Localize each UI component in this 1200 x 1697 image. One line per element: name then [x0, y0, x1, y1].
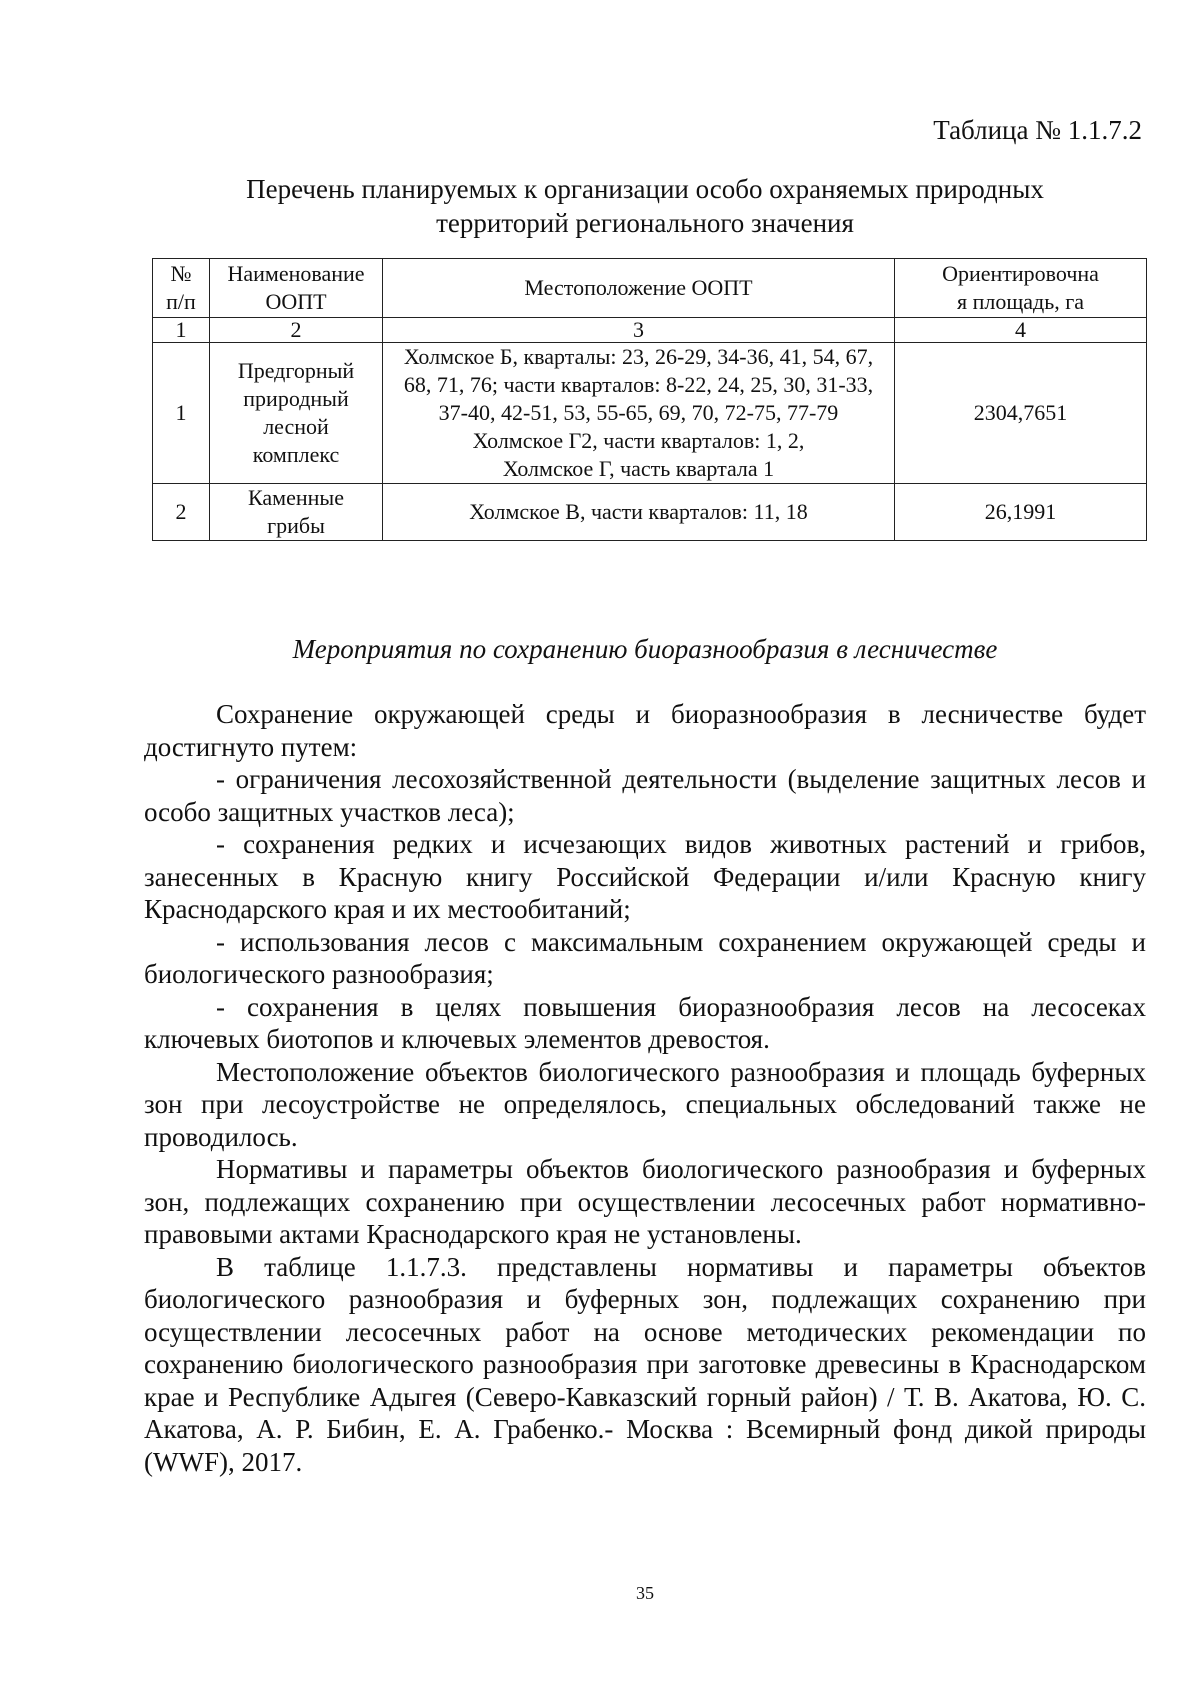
row-name-line: природный	[243, 386, 349, 411]
header-name	[210, 259, 383, 318]
header-num-line: п/п	[166, 289, 196, 314]
paragraph: Местоположение объектов биологического разнообразия и площадь буферных зон при лесоустройстве не определялось, специальных обследований также не проводилось.	[144, 1056, 1146, 1152]
section-title: Мероприятия по сохранению биоразнообразия в лесничестве	[292, 634, 998, 664]
column-number: 3	[383, 318, 895, 343]
header-num-line: №	[170, 261, 192, 286]
paragraph: - ограничения лесохозяйственной деятельности (выделение защитных лесов и особо защитных участков леса);	[144, 764, 1146, 827]
body-text	[144, 698, 1146, 1478]
row-name	[210, 484, 383, 541]
header-area-line: Ориентировочна	[942, 261, 1099, 286]
paragraph: В таблице 1.1.7.3. представлены нормативы и параметры объектов биологического разнообразия и буферных зон, подлежащих сохранению при осуществлении лесосечных работ на основе методических рекомендации по сохранению биологического разнообразия при заготовке древесины в Краснодарском крае и Республике Адыгея (Северо-Кавказский горный район) / Т. В. Акатова, Ю. С. Акатова, А. Р. Бибин, Е. А. Грабенко.- Москва : Всемирный фонд дикой природы (WWF), 2017.	[144, 1251, 1146, 1477]
row-area: 2304,7651	[895, 343, 1147, 484]
column-number: 2	[210, 318, 383, 343]
row-location	[383, 484, 895, 541]
paragraph: - использования лесов с максимальным сохранением окружающей среды и биологического разнообразия;	[144, 926, 1146, 989]
column-number: 1	[153, 318, 210, 343]
table-header-row	[153, 259, 1147, 318]
row-name-line: грибы	[267, 513, 325, 538]
header-num	[153, 259, 210, 318]
row-name-line: лесной	[263, 414, 329, 439]
table-caption	[140, 172, 1150, 240]
header-area-line: я площадь, га	[956, 289, 1085, 314]
row-name	[210, 343, 383, 484]
row-num: 2	[153, 484, 210, 541]
table-number: Таблица № 1.1.7.2	[933, 115, 1142, 145]
table-row	[153, 484, 1147, 541]
row-location	[383, 343, 895, 484]
paragraph: Нормативы и параметры объектов биологического разнообразия и буферных зон, подлежащих сохранению при осуществлении лесосечных работ нормативно-правовыми актами Краснодарского края не установлены.	[144, 1154, 1146, 1249]
header-name-line: Наименование	[227, 261, 365, 286]
row-location-line: 37-40, 42-51, 53, 55-65, 69, 70, 72-75, 77-79	[438, 400, 839, 425]
row-name-line: комплекс	[252, 442, 340, 467]
row-name-line: Предгорный	[237, 358, 355, 383]
column-number-row	[153, 318, 1147, 343]
row-num: 1	[153, 343, 210, 484]
paragraph: - сохранения редких и исчезающих видов животных растений и грибов, занесенных в Красную книгу Российской Федерации и/или Красную книгу Краснодарского края и их местообитаний;	[144, 829, 1146, 924]
page-number: 35	[636, 1583, 654, 1603]
caption-line: Перечень планируемых к организации особо охраняемых природных	[246, 174, 1044, 204]
table-row	[153, 343, 1147, 484]
row-name-line: Каменные	[248, 485, 344, 510]
row-location-line: Холмское Г, часть квартала 1	[502, 456, 775, 481]
row-location-line: 68, 71, 76; части кварталов: 8-22, 24, 25, 30, 31-33,	[403, 372, 874, 397]
row-area: 26,1991	[895, 484, 1147, 541]
header-area	[895, 259, 1147, 318]
row-location-line: Холмское Г2, части кварталов: 1, 2,	[472, 428, 805, 453]
row-location-line: Холмское Б, кварталы: 23, 26-29, 34-36, 41, 54, 67,	[403, 344, 874, 369]
column-number: 4	[895, 318, 1147, 343]
caption-line: территорий регионального значения	[436, 208, 854, 238]
paragraph: - сохранения в целях повышения биоразнообразия лесов на лесосеках ключевых биотопов и ключевых элементов древостоя.	[144, 991, 1146, 1054]
paragraph: Сохранение окружающей среды и биоразнообразия в лесничестве будет достигнуто путем:	[144, 699, 1146, 762]
oopt-table	[152, 258, 1147, 541]
row-location-line: Холмское В, части кварталов: 11, 18	[469, 499, 808, 524]
header-name-line: ООПТ	[265, 289, 327, 314]
header-location: Местоположение ООПТ	[383, 259, 895, 318]
